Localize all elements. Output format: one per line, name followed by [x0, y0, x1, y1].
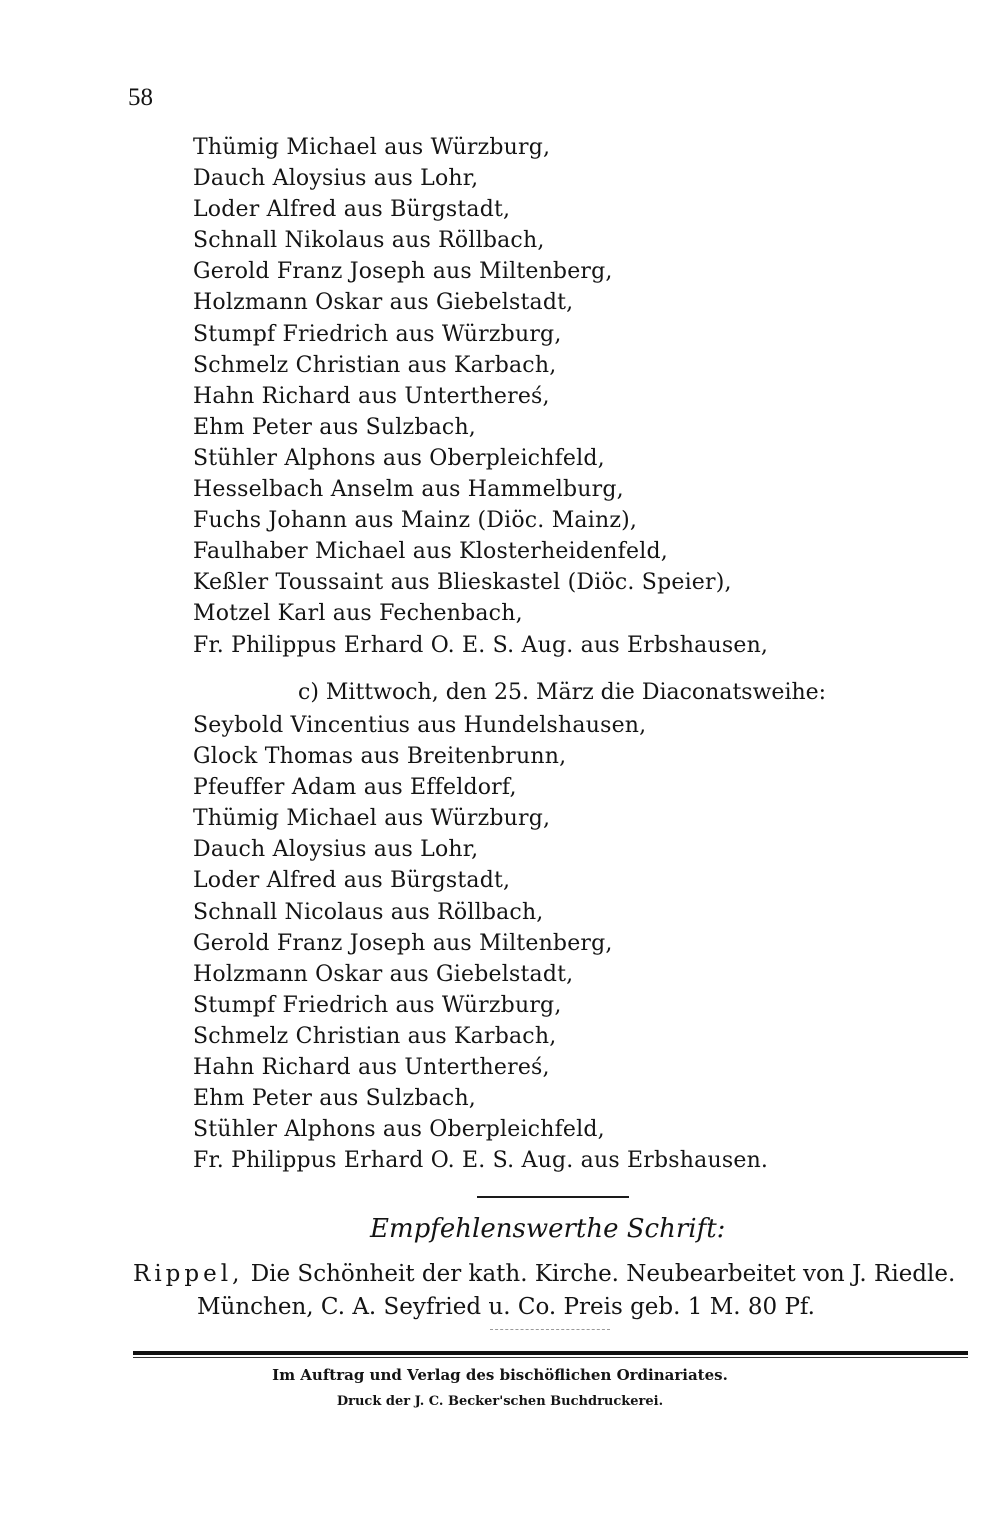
- list-item: Fuchs Johann aus Mainz (Diöc. Mainz),: [193, 508, 638, 534]
- list-item: Faulhaber Michael aus Klosterheidenfeld,: [193, 539, 668, 565]
- list-item: Stumpf Friedrich aus Würzburg,: [193, 992, 562, 1018]
- book-entry-line1: [133, 1256, 973, 1292]
- ordination-list-c: [193, 710, 953, 1176]
- list-item: Hahn Richard aus Unterthereś,: [193, 383, 550, 409]
- list-item: Schnall Nicolaus aus Röllbach,: [193, 899, 544, 925]
- decorative-dashes: [490, 1329, 610, 1332]
- footer-rule: [133, 1351, 968, 1355]
- list-item: Dauch Aloysius aus Lohr,: [193, 166, 479, 192]
- section-divider: [477, 1196, 629, 1198]
- list-item: Stumpf Friedrich aus Würzburg,: [193, 321, 562, 347]
- list-item: Keßler Toussaint aus Blieskastel (Diöc. Speier),: [193, 570, 732, 596]
- list-item: Schnall Nikolaus aus Röllbach,: [193, 228, 545, 254]
- section-c-heading: c) Mittwoch, den 25. März die Diaconatsweihe:: [298, 680, 827, 705]
- book-author: Rippel,: [133, 1261, 244, 1287]
- list-item: Dauch Aloysius aus Lohr,: [193, 837, 479, 863]
- list-item: Hesselbach Anselm aus Hammelburg,: [193, 477, 624, 503]
- list-item: Holzmann Oskar aus Giebelstadt,: [193, 290, 574, 316]
- page-number: 58: [128, 84, 153, 111]
- list-item: Loder Alfred aus Bürgstadt,: [193, 868, 511, 894]
- list-item: Thümig Michael aus Würzburg,: [193, 135, 551, 160]
- list-item: Motzel Karl aus Fechenbach,: [193, 601, 523, 627]
- imprint-publisher: Im Auftrag und Verlag des bischöflichen Ordinariates.: [272, 1366, 728, 1384]
- recommend-heading: Empfehlenswerthe Schrift:: [370, 1214, 726, 1244]
- list-item: Stühler Alphons aus Oberpleichfeld,: [193, 445, 605, 471]
- list-item: Ehm Peter aus Sulzbach,: [193, 414, 477, 440]
- list-item: Pfeuffer Adam aus Effeldorf,: [193, 775, 517, 801]
- list-item: Glock Thomas aus Breitenbrunn,: [193, 744, 567, 770]
- book-title: Die Schönheit der kath. Kirche. Neubearbeitet von J. Riedle.: [243, 1261, 956, 1287]
- list-item: Gerold Franz Joseph aus Miltenberg,: [193, 930, 613, 956]
- list-item: Hahn Richard aus Unterthereś,: [193, 1055, 550, 1081]
- imprint-printer: Druck der J. C. Becker'schen Buchdruckerei.: [336, 1394, 664, 1409]
- list-item: Fr. Philippus Erhard O. E. S. Aug. aus Erbshausen.: [193, 1148, 769, 1174]
- list-item: Stühler Alphons aus Oberpleichfeld,: [193, 1117, 605, 1143]
- ordination-list-a: [193, 132, 953, 661]
- list-item: Gerold Franz Joseph aus Miltenberg,: [193, 259, 613, 285]
- list-item: Loder Alfred aus Bürgstadt,: [193, 197, 511, 223]
- list-item: Schmelz Christian aus Karbach,: [193, 1023, 557, 1049]
- footer-rule-thin: [133, 1357, 968, 1358]
- list-item: Ehm Peter aus Sulzbach,: [193, 1086, 477, 1112]
- list-item: Seybold Vincentius aus Hundelshausen,: [193, 713, 647, 738]
- list-item: Thümig Michael aus Würzburg,: [193, 806, 551, 832]
- list-item: Fr. Philippus Erhard O. E. S. Aug. aus Erbshausen,: [193, 632, 769, 658]
- list-item: Holzmann Oskar aus Giebelstadt,: [193, 961, 574, 987]
- list-item: Schmelz Christian aus Karbach,: [193, 352, 557, 378]
- book-entry-line2: München, C. A. Seyfried u. Co. Preis geb. 1 M. 80 Pf.: [197, 1294, 815, 1320]
